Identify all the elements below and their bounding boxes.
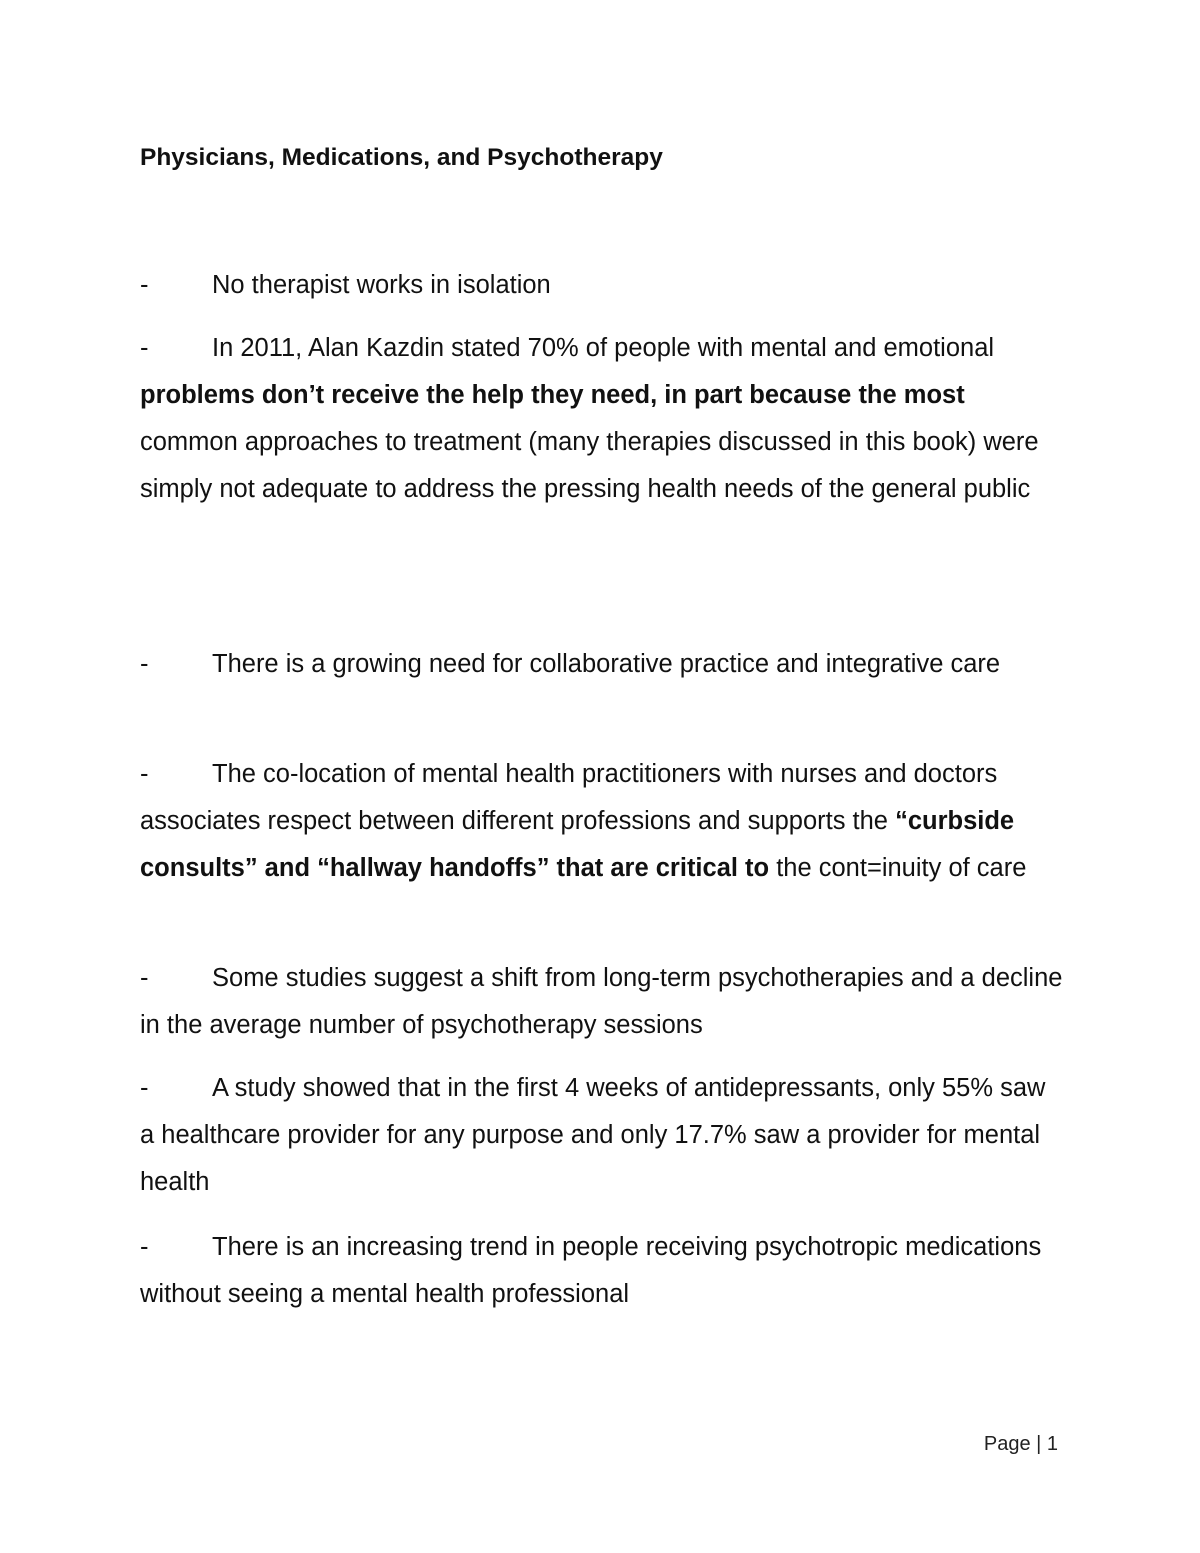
bullet-dash: - [140, 760, 149, 788]
bullet-text: The co-location of mental health practitioners with nurses and doctors associates respect between different professions and supports the [140, 760, 998, 835]
bullet-dash: - [140, 1074, 149, 1102]
bullet-dash: - [140, 650, 149, 678]
bullet-item [140, 325, 1065, 513]
bullet-text: Some studies suggest a shift from long-term psychotherapies and a decline in the average number of psychotherapy sessions [140, 964, 1063, 1039]
bullet-item [140, 955, 1065, 1049]
document-title: Physicians, Medications, and Psychotherapy [140, 144, 663, 171]
bullet-text: There is a growing need for collaborative practice and integrative care [212, 650, 1001, 678]
bullet-text: In 2011, Alan Kazdin stated 70% of people with mental and emotional [212, 334, 995, 362]
bullet-text-bold: “curbside consults” and “hallway handoffs” that are critical to [140, 807, 1015, 882]
bullet-text: common approaches to treatment (many therapies discussed in this book) were simply not adequate to address the pressing health needs of the general public [140, 428, 1039, 503]
bullet-text: No therapist works in isolation [212, 271, 551, 299]
bullet-item [140, 262, 1065, 309]
bullet-item [140, 1065, 1065, 1206]
bullet-dash: - [140, 1233, 149, 1261]
bullet-text: the cont=inuity of care [769, 854, 1027, 882]
bullet-dash: - [140, 271, 149, 299]
page-number-footer: Page | 1 [983, 1433, 1058, 1455]
bullet-text: There is an increasing trend in people receiving psychotropic medications without seeing a mental health professional [140, 1233, 1042, 1308]
bullet-item [140, 641, 1065, 688]
bullet-text-bold: problems don’t receive the help they need, in part because the most [140, 381, 965, 409]
bullet-item [140, 1224, 1065, 1318]
bullet-dash: - [140, 334, 149, 362]
bullet-text: A study showed that in the first 4 weeks of antidepressants, only 55% saw a healthcare provider for any purpose and only 17.7% saw a provider for mental health [140, 1074, 1046, 1196]
bullet-item [140, 751, 1065, 892]
bullet-dash: - [140, 964, 149, 992]
